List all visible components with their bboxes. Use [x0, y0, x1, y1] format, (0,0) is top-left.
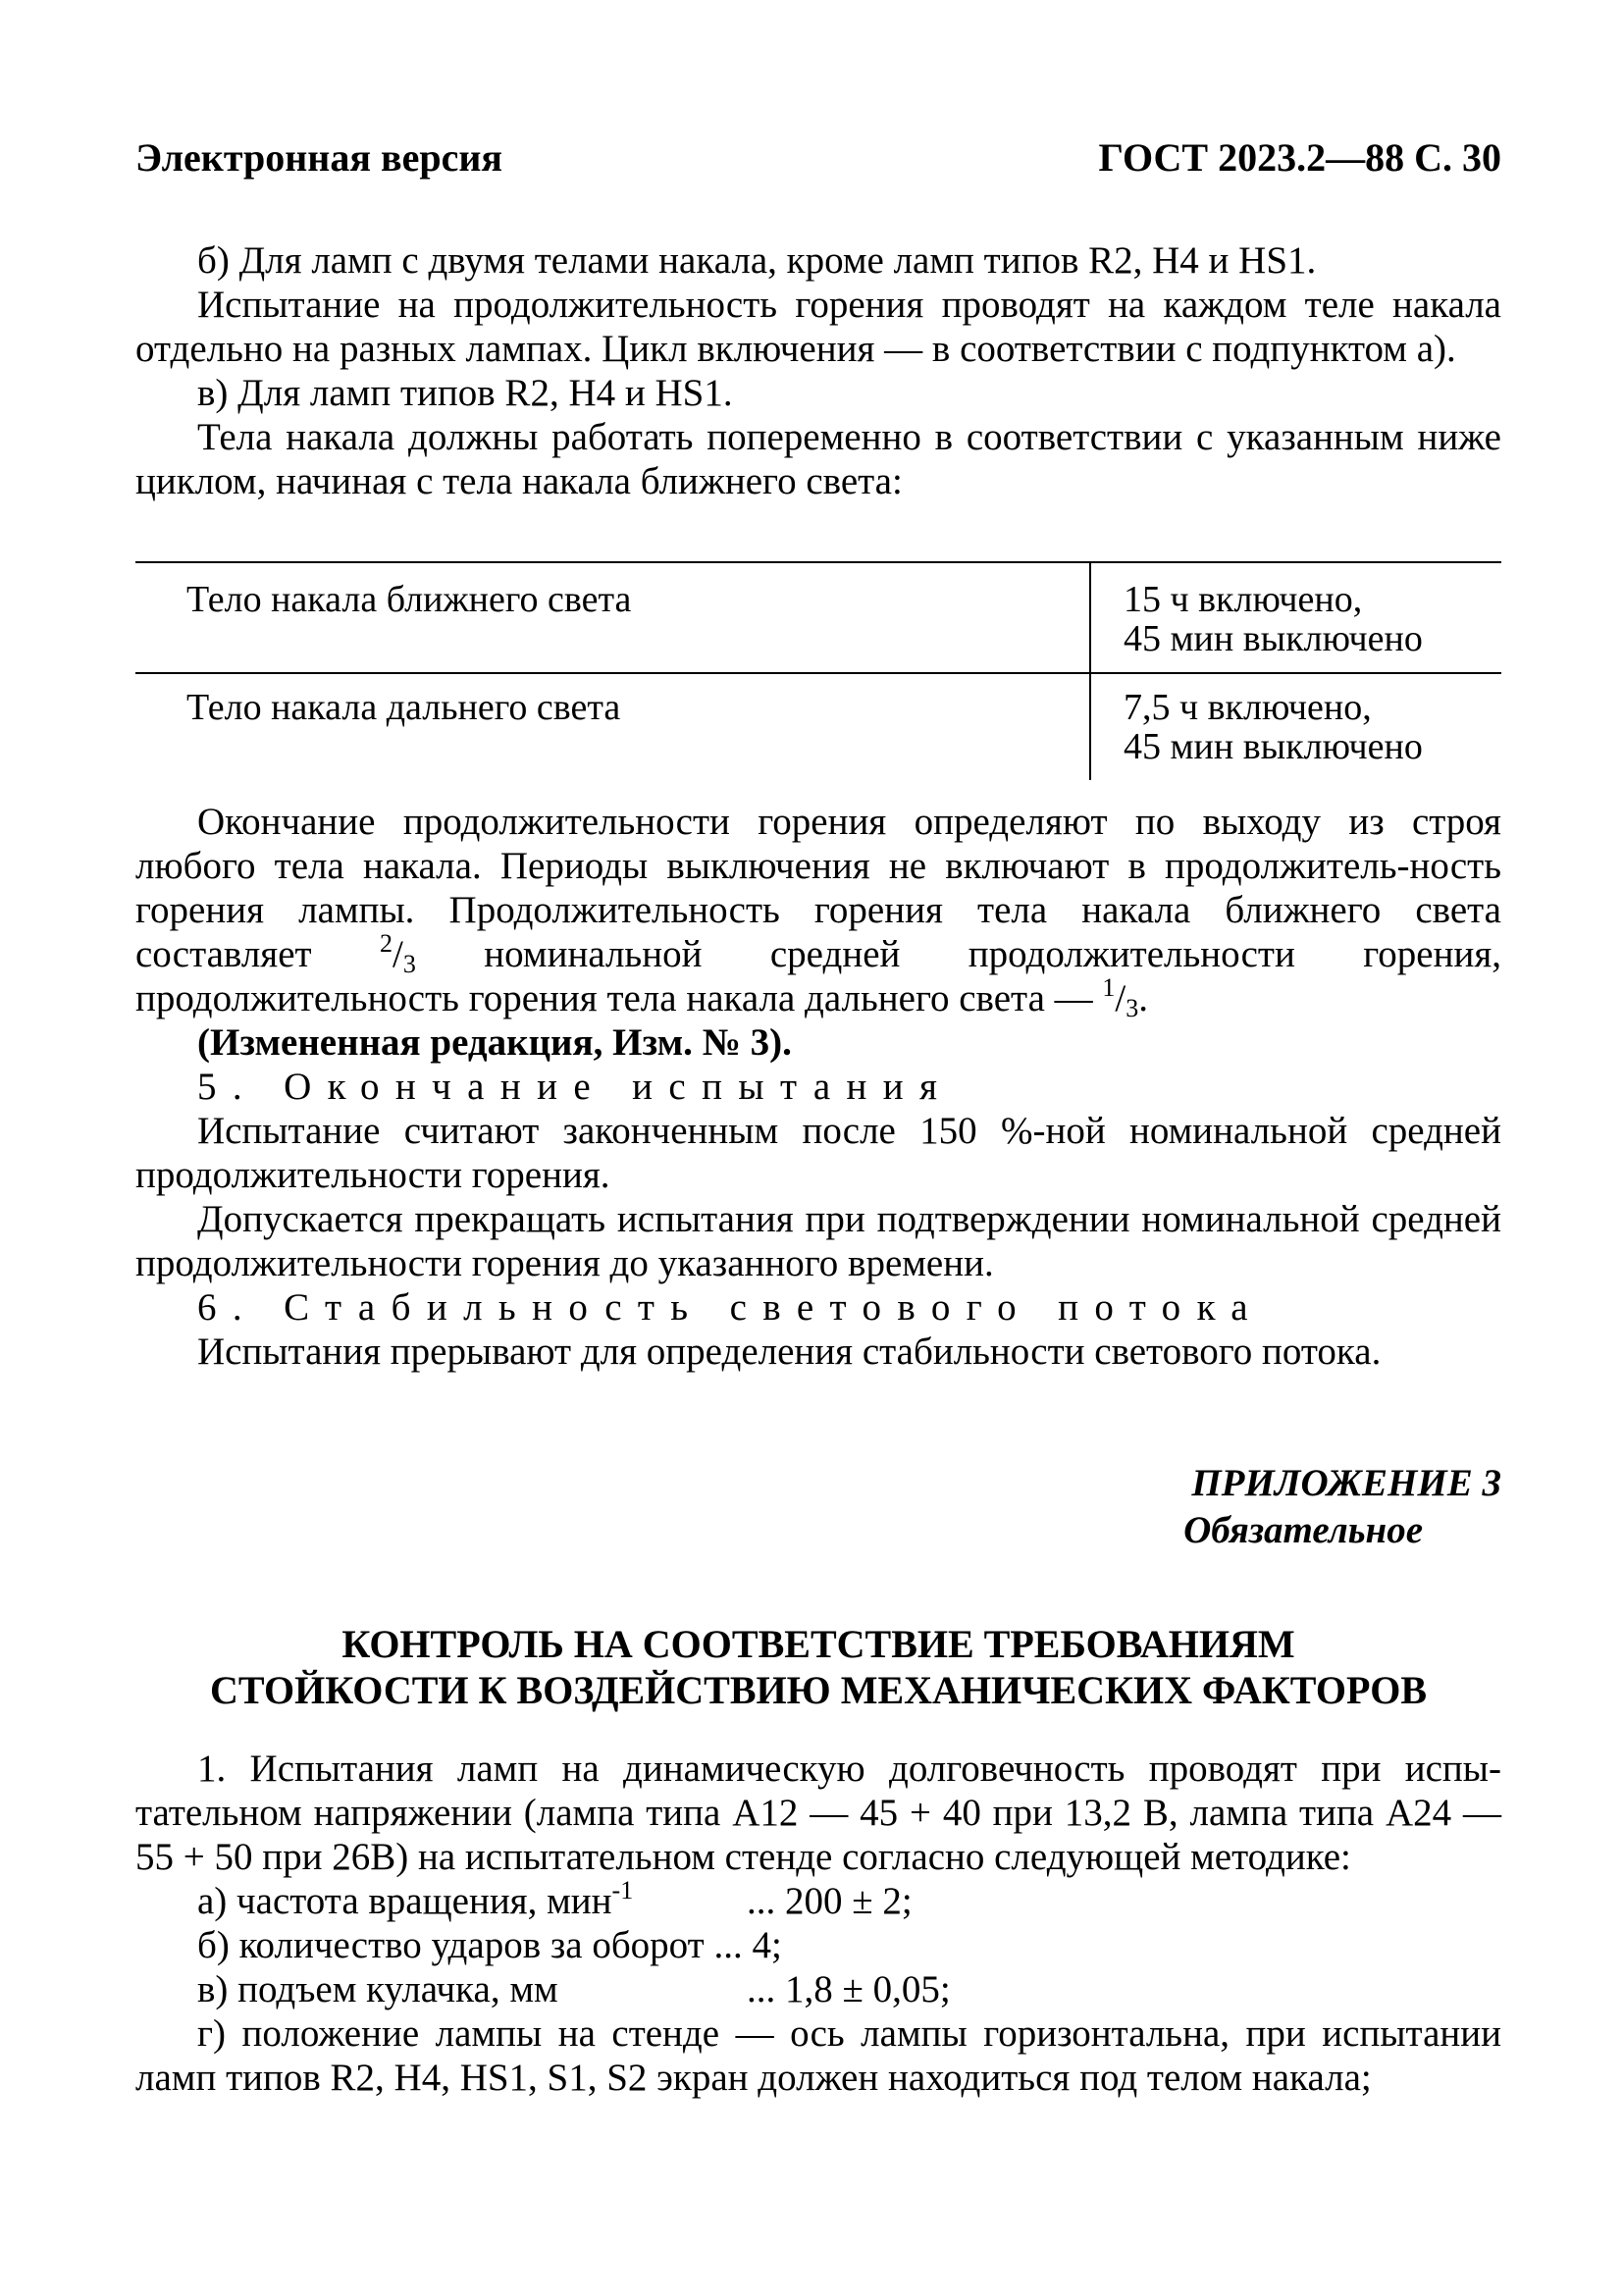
- appendix-item1-text: 1. Испытания ламп на динамическую долговечность проводят при испы-тательном напряжении (лампа типа А12 — 45 + 40 при 13,2 В, лампа типа А24 — 55 + 50 при 26В) на испытательном стенде согласно следующей методике:: [135, 1748, 1501, 1878]
- list-item: [135, 1876, 1501, 1923]
- item6-text: Испытания прерывают для определения стабильности светового потока.: [197, 1331, 1382, 1373]
- filament-cycle-table: [135, 561, 1501, 780]
- end-paragraph-part3: .: [1138, 977, 1148, 1019]
- section-b-text: Испытание на продолжительность горения проводят на каждом теле накала отдельно на разных лампах. Цикл включения — в соответствии с подпунктом а).: [135, 284, 1501, 370]
- list-item-label: б) количество ударов за оборот: [197, 1924, 705, 1966]
- appendix-title: [135, 1621, 1501, 1713]
- item5-text1: Испытание считают законченным после 150 %-ной номинальной средней продолжительности горения.: [135, 1110, 1501, 1196]
- header-left-text: Электронная версия: [135, 135, 503, 180]
- table-cell-name: Тело накала ближнего света: [135, 562, 1090, 673]
- fraction-denominator: 3: [1126, 994, 1139, 1022]
- appendix-status: Обязательное: [1183, 1509, 1423, 1551]
- fraction-numerator: 2: [380, 929, 393, 958]
- list-item-superscript: -1: [611, 1876, 634, 1905]
- table-cell-cycle: [1090, 673, 1501, 780]
- page-header: [135, 135, 1501, 184]
- end-paragraph-part1: Окончание продолжительности горения определяют по выходу из строя любого тела накала. Периоды выключения не включают в продолжитель-ность горения лампы. Продолжительность горения тела накала ближнего света составляет: [135, 801, 1501, 975]
- end-paragraph: Окончание продолжительности горения определяют по выходу из строя любого тела накала. Периоды выключения не включают в продолжитель-ность горения лампы. Продолжительность горения тела накала ближнего света составляет $^2/_3$ номинальной средней продолжительности горения, продолжительность горения тела накала дальнего света — $^1/_3$.: [135, 801, 1502, 1022]
- section-v-text: Тела накала должны работать попеременно в соответствии с указанным ниже циклом, начиная с тела накала ближнего света:: [135, 416, 1501, 502]
- cycle-on-text: 7,5 ч включено,: [1124, 687, 1372, 728]
- appendix-label: ПРИЛОЖЕНИЕ 3: [1191, 1462, 1501, 1504]
- list-item-value: ... 1,8 ± 0,05;: [747, 1968, 951, 2010]
- item6-title: 6. Стабильность светового потока: [197, 1286, 1264, 1329]
- table-row: [135, 562, 1501, 673]
- list-item-label: в) подъем кулачка, мм: [197, 1968, 558, 2010]
- amendment-note: (Измененная редакция, Изм. № 3).: [197, 1021, 792, 1064]
- upper-text-block: [135, 238, 1501, 503]
- list-item: [135, 1923, 1501, 1967]
- table-row: [135, 673, 1501, 780]
- item5-title: 5. Окончание испытания: [197, 1066, 954, 1108]
- section-v-heading: в) Для ламп типов R2, H4 и HS1.: [197, 372, 733, 414]
- end-paragraph-part2: номинальной средней продолжительности горения, продолжительность горения тела накала дальнего света —: [135, 933, 1502, 1019]
- cycle-off-text: 45 мин выключено: [1124, 726, 1423, 767]
- header-right-text: ГОСТ 2023.2—88 С. 30: [1098, 135, 1501, 180]
- fraction-denominator: 3: [402, 950, 416, 978]
- cycle-on-text: 15 ч включено,: [1124, 579, 1363, 620]
- cycle-off-text: 45 мин выключено: [1124, 618, 1423, 659]
- middle-text-block: [135, 800, 1501, 1374]
- item5-text2: Допускается прекращать испытания при подтверждении номинальной средней продолжительности горения до указанного времени.: [135, 1198, 1501, 1284]
- appendix-item-g: г) положение лампы на стенде — ось лампы горизонтальна, при испытании ламп типов R2, H4, HS1, S1, S2 экран должен находиться под телом накала;: [135, 2012, 1501, 2099]
- table-cell-name: Тело накала дальнего света: [135, 673, 1090, 780]
- appendix-title-line2: СТОЙКОСТИ К ВОЗДЕЙСТВИЮ МЕХАНИЧЕСКИХ ФАКТОРОВ: [209, 1668, 1428, 1712]
- appendix-title-line1: КОНТРОЛЬ НА СООТВЕТСТВИЕ ТРЕБОВАНИЯМ: [341, 1622, 1295, 1666]
- table-cell-cycle: [1090, 562, 1501, 673]
- appendix-text-block: [135, 1747, 1501, 2100]
- appendix-label-block: [1183, 1460, 1501, 1554]
- fraction-numerator: 1: [1102, 973, 1116, 1002]
- list-item-value: ... 4;: [713, 1924, 782, 1966]
- section-b-heading: б) Для ламп с двумя телами накала, кроме ламп типов R2, H4 и HS1.: [197, 239, 1317, 282]
- list-item-label: а) частота вращения, мин: [197, 1880, 612, 1922]
- list-item-value: ... 200 ± 2;: [747, 1880, 913, 1922]
- list-item: [135, 1967, 1501, 2011]
